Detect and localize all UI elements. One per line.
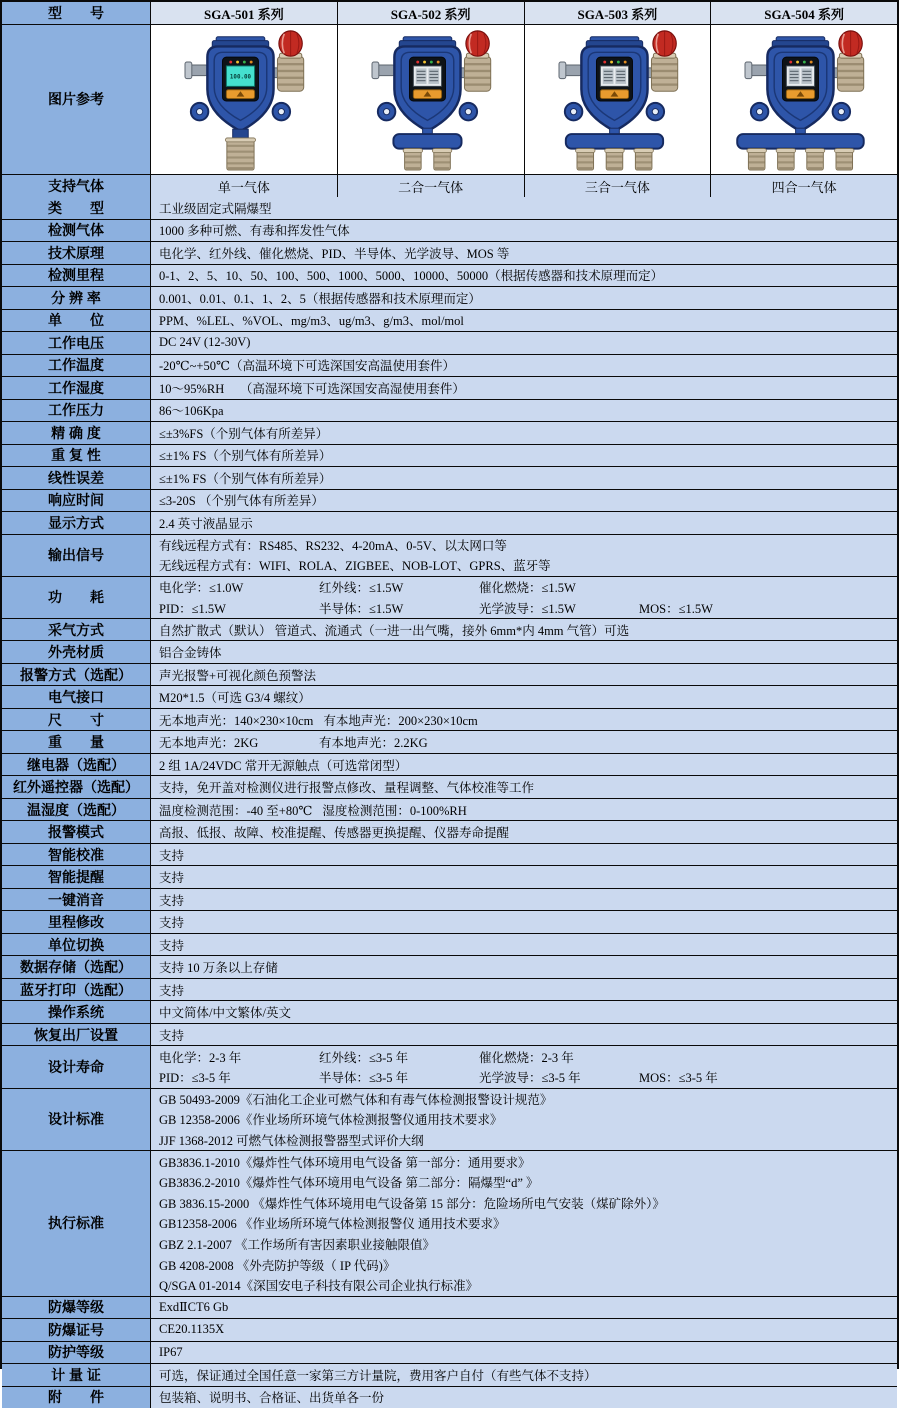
spec-value-line [159,799,897,820]
spec-row [2,376,897,399]
spec-row [2,1000,897,1023]
spec-value-segment: ≤±1% FS（个别气体有所差异） [159,446,331,464]
spec-row [2,511,897,534]
spec-label: 操作系统 [2,1001,151,1023]
spec-value-line [159,422,897,443]
spec-label: 检测里程 [2,265,151,287]
spec-value-segment: -20℃~+50℃（高温环境下可选深国安高温使用套件） [159,356,455,374]
spec-value-segment: IP67 [159,1345,183,1360]
spec-label: 一键消音 [2,889,151,911]
spec-value-line [159,355,897,376]
spec-row [2,1088,897,1151]
spec-value-line [159,709,897,730]
model-column-header: SGA-504 系列 [710,2,897,24]
spec-value [151,1319,897,1341]
spec-value-segment: 催化燃烧：≤1.5W [479,578,576,596]
spec-row [2,730,897,753]
spec-value-line [159,1024,897,1045]
spec-label: 响应时间 [2,490,151,512]
spec-value-segment: 86～106Kpa [159,401,224,419]
spec-value [151,1297,897,1319]
spec-value-segment: Q/SGA 01-2014《深国安电子科技有限公司企业执行标准》 [159,1276,478,1294]
spec-label: 显示方式 [2,512,151,534]
spec-label: 单位切换 [2,934,151,956]
spec-label: 类 型 [2,197,151,219]
spec-label: 数据存储（选配） [2,956,151,978]
spec-value-segment: 2 组 1A/24VDC 常开无源触点（可选常闭型） [159,756,407,774]
spec-row [2,640,897,663]
spec-value-line [159,1151,897,1172]
spec-value-segment: 支持 [159,891,184,909]
spec-value-segment: 电化学：2-3 年 [159,1048,309,1066]
spec-value-line [159,1046,897,1067]
spec-value-segment: GB 3836.15-2000 《爆炸性气体环境用电气设备第 15 部分：危险场所电气安装（煤矿除外）》 [159,1194,665,1212]
image-row-label: 图片参考 [2,25,151,174]
spec-value-line [159,889,897,910]
spec-row [2,489,897,512]
spec-value [151,577,897,618]
spec-row [2,241,897,264]
spec-label: 防爆等级 [2,1297,151,1319]
spec-label: 继电器（选配） [2,754,151,776]
spec-row [2,775,897,798]
spec-value-line [159,220,897,241]
spec-row [2,820,897,843]
spec-row [2,618,897,641]
spec-value-segment: 有本地声光：2.2KG [319,733,428,751]
spec-label: 执行标准 [2,1151,151,1295]
spec-value [151,310,897,332]
spec-row [2,843,897,866]
spec-value [151,287,897,309]
spec-label: 工作压力 [2,400,151,422]
spec-value-line [159,912,897,933]
spec-value-segment: 无线远程方式有：WIFI、ROLA、ZIGBEE、NOB-LOT、GPRS、蓝牙等 [159,556,551,574]
spec-value-segment: 无本地声光：2KG [159,733,309,751]
spec-row [2,663,897,686]
spec-value-segment: ExdⅡCT6 Gb [159,1299,228,1315]
image-reference-row [2,24,897,174]
spec-value-line [159,642,897,663]
spec-value-line [159,265,897,286]
spec-value [151,889,897,911]
spec-label: 线性误差 [2,467,151,489]
spec-row [2,978,897,1001]
spec-value-segment: MOS：≤1.5W [639,599,713,617]
spec-row [2,576,897,618]
spec-value-segment: CE20.1135X [159,1322,224,1337]
model-column-header: SGA-503 系列 [524,2,711,24]
device-image-cell [337,25,524,174]
spec-label: 功 耗 [2,577,151,618]
spec-row [2,685,897,708]
device-illustration-1 [152,27,336,172]
spec-label: 工作温度 [2,355,151,377]
spec-value [151,242,897,264]
spec-value [151,1387,897,1408]
spec-value-line [159,1193,897,1214]
spec-value-segment: 支持 [159,913,184,931]
spec-value-segment: 半导体：≤1.5W [319,599,469,617]
spec-value [151,490,897,512]
spec-label: 检测气体 [2,220,151,242]
spec-value-line [159,957,897,978]
spec-value [151,934,897,956]
spec-value-line [159,979,897,1000]
spec-value [151,956,897,978]
spec-label: 智能提醒 [2,866,151,888]
spec-value-line [159,934,897,955]
spec-value [151,754,897,776]
spec-row [2,421,897,444]
device-screen-reading: 100.00 [230,75,252,81]
spec-value-segment: DC 24V (12-30V) [159,335,250,350]
spec-label: 分 辨 率 [2,287,151,309]
spec-value-segment: GB12358-2006 《作业场所环境气体检测报警仪 通用技术要求》 [159,1214,506,1232]
spec-value-segment: 温度检测范围：-40 至+80℃ [159,801,312,819]
spec-value-line [159,619,897,640]
spec-row [2,888,897,911]
spec-value-segment: 支持，免开盖对检测仪进行报警点修改、量程调整、气体校准等工作 [159,778,534,796]
spec-row [2,910,897,933]
spec-value-line [159,1130,897,1151]
spec-value-line [159,1172,897,1193]
spec-value-segment: 电化学、红外线、催化燃烧、PID、半导体、光学波导、MOS 等 [159,244,509,262]
spec-label: 设计标准 [2,1089,151,1151]
spec-value-line [159,822,897,843]
device-image-cell [710,25,897,174]
spec-value-segment: ≤3-20S （个别气体有所差异） [159,491,324,509]
spec-row [2,354,897,377]
spec-value [151,512,897,534]
spec-row [2,955,897,978]
spec-value-segment: JJF 1368-2012 可燃气体检测报警器型式评价大纲 [159,1131,424,1149]
spec-label: 报警方式（选配） [2,664,151,686]
spec-value-line [159,287,897,308]
spec-value-segment: GB3836.1-2010《爆炸性气体环境用电气设备 第一部分：通用要求》 [159,1153,531,1171]
spec-row [2,1150,897,1295]
spec-value-line [159,1089,897,1110]
spec-value-segment: MOS：≤3-5 年 [639,1068,718,1086]
spec-value-segment: PID：≤1.5W [159,599,309,617]
spec-value-line [159,1319,897,1340]
spec-value [151,1089,897,1151]
spec-value-segment: PID：≤3-5 年 [159,1068,309,1086]
spec-value-line [159,1275,897,1296]
spec-label: 外壳材质 [2,641,151,663]
spec-label: 设计寿命 [2,1046,151,1087]
spec-value-segment: 支持 [159,868,184,886]
spec-label: 输出信号 [2,535,151,576]
spec-value-segment: 电化学：≤1.0W [159,578,309,596]
spec-row [2,444,897,467]
spec-row [2,1045,897,1087]
spec-value [151,664,897,686]
spec-row [2,399,897,422]
spec-value [151,1151,897,1295]
spec-label: 报警模式 [2,821,151,843]
spec-value-line [159,1342,897,1363]
spec-value-line [159,597,897,618]
model-column-header: SGA-501 系列 [151,2,337,24]
spec-value [151,197,897,219]
spec-value [151,467,897,489]
spec-row [2,286,897,309]
spec-row [2,708,897,731]
spec-row [2,1296,897,1319]
spec-value [151,332,897,354]
spec-row [2,219,897,242]
gas-value-cells [151,175,897,197]
spec-value-line [159,1002,897,1023]
spec-value-line [159,1387,897,1408]
spec-value-segment: 红外线：≤1.5W [319,578,469,596]
spec-value-segment: 支持 [159,981,184,999]
spec-value [151,265,897,287]
model-name-cells [151,2,897,24]
spec-label: 尺 寸 [2,709,151,731]
spec-value-segment: 自然扩散式（默认） 管道式、流通式（一进一出气嘴，接外 6mm*内 4mm 气管）可选 [159,621,629,639]
model-column-header: SGA-502 系列 [337,2,524,24]
spec-value [151,1001,897,1023]
spec-row [2,1363,897,1386]
spec-value-line [159,754,897,775]
spec-value [151,1364,897,1386]
spec-value [151,1024,897,1046]
model-image-cells [151,25,897,174]
spec-value [151,422,897,444]
spec-value-line [159,844,897,865]
spec-value-line [159,445,897,466]
model-header-row [2,2,897,24]
spec-value-line [159,512,897,533]
spec-value-segment: M20*1.5（可选 G3/4 螺纹） [159,688,311,706]
spec-value [151,866,897,888]
spec-value-segment: GB 4208-2008 《外壳防护等级（ IP 代码)》 [159,1256,395,1274]
supported-gas-value: 三合一气体 [524,175,711,197]
spec-value-line [159,664,897,685]
spec-value [151,731,897,753]
spec-value-line [159,555,897,576]
spec-value-segment: 可选，保证通过全国任意一家第三方计量院，费用客户自付（有些气体不支持） [159,1366,597,1384]
device-illustration-2 [339,27,523,172]
spec-row [2,264,897,287]
spec-value-segment: GB 50493-2009《石油化工企业可燃气体和有毒气体检测报警设计规范》 [159,1090,552,1108]
spec-value-line [159,732,897,753]
spec-label: 红外遥控器（选配） [2,776,151,798]
spec-value-line [159,535,897,556]
spec-value [151,641,897,663]
spec-row [2,309,897,332]
spec-row [2,798,897,821]
spec-label: 电气接口 [2,686,151,708]
spec-value-segment: 支持 [159,1026,184,1044]
supported-gas-value: 四合一气体 [710,175,897,197]
spec-value-line [159,1213,897,1234]
spec-label: 重 复 性 [2,445,151,467]
spec-value-segment: 支持 10 万条以上存储 [159,958,278,976]
spec-label: 智能校准 [2,844,151,866]
spec-label: 恢复出厂设置 [2,1024,151,1046]
spec-value-line [159,467,897,488]
spec-value-segment: GB3836.2-2010《爆炸性气体环境用电气设备 第二部分：隔爆型“d” 》 [159,1173,539,1191]
spec-value-line [159,1067,897,1088]
spec-label: 防护等级 [2,1342,151,1364]
device-image-cell [151,25,337,174]
spec-value [151,911,897,933]
gas-row-label: 支持气体 [2,175,151,197]
device-image-cell [524,25,711,174]
spec-value-line [159,687,897,708]
spec-value [151,844,897,866]
spec-value-segment: 1000 多种可燃、有毒和挥发性气体 [159,221,350,239]
spec-value-segment: 工业级固定式隔爆型 [159,199,272,217]
spec-value-line [159,490,897,511]
spec-value-segment: 无本地声光：140×230×10cm [159,711,313,729]
spec-value-segment: 有本地声光：200×230×10cm [323,711,477,729]
spec-value-line [159,332,897,353]
spec-value [151,355,897,377]
spec-label: 采气方式 [2,619,151,641]
spec-label: 工作湿度 [2,377,151,399]
spec-value-line [159,777,897,798]
spec-value [151,400,897,422]
spec-value [151,619,897,641]
spec-row [2,466,897,489]
spec-value-segment: 铝合金铸体 [159,643,222,661]
device-illustration-3 [526,27,710,172]
spec-value-segment: 2.4 英寸液晶显示 [159,514,253,532]
spec-value-line [159,400,897,421]
spec-value [151,979,897,1001]
spec-label: 单 位 [2,310,151,332]
spec-row [2,933,897,956]
spec-value-segment: 红外线：≤3-5 年 [319,1048,469,1066]
device-illustration-4 [712,27,896,172]
spec-value-segment: 半导体：≤3-5 年 [319,1068,469,1086]
spec-row [2,1341,897,1364]
spec-value-line [159,867,897,888]
spec-value-segment: 支持 [159,936,184,954]
spec-value-segment: 有线远程方式有：RS485、RS232、4-20mA、0-5V、以太网口等 [159,536,507,554]
spec-value [151,1046,897,1087]
spec-row [2,865,897,888]
spec-label: 重 量 [2,731,151,753]
spec-value-segment: 支持 [159,846,184,864]
spec-value [151,821,897,843]
spec-value [151,445,897,467]
spec-value [151,1342,897,1364]
spec-row [2,331,897,354]
spec-value [151,799,897,821]
spec-value-line [159,1297,897,1318]
spec-value-segment: 光学波导：≤1.5W [479,599,629,617]
spec-value-segment: 中文简体/中文繁体/英文 [159,1003,291,1021]
spec-label: 附 件 [2,1387,151,1408]
spec-value [151,377,897,399]
header-row-label: 型 号 [2,2,151,24]
spec-value-line [159,377,897,398]
spec-label: 蓝牙打印（选配） [2,979,151,1001]
spec-value-line [159,1254,897,1275]
spec-row [2,753,897,776]
spec-value-segment: ≤±1% FS（个别气体有所差异） [159,469,331,487]
spec-value-segment: 0.001、0.01、0.1、1、2、5（根据传感器和技术原理而定） [159,289,481,307]
spec-rows-container [2,197,897,1408]
spec-value-segment: PPM、%LEL、%VOL、mg/m3、ug/m3、g/m3、mol/mol [159,311,464,329]
spec-label: 计 量 证 [2,1364,151,1386]
spec-value-line [159,242,897,263]
spec-value-segment: GBZ 2.1-2007 《工作场所有害因素职业接触限值》 [159,1235,435,1253]
spec-row [2,197,897,219]
spec-value-line [159,577,897,598]
spec-label: 技术原理 [2,242,151,264]
spec-value [151,776,897,798]
spec-value [151,709,897,731]
spec-label: 里程修改 [2,911,151,933]
spec-label: 温湿度（选配） [2,799,151,821]
spec-row [2,534,897,576]
spec-value [151,535,897,576]
spec-row [2,1386,897,1408]
spec-value-line [159,1364,897,1385]
spec-value-segment: 高报、低报、故障、校准提醒、传感器更换提醒、仪器寿命提醒 [159,823,509,841]
spec-value-segment: 0-1、2、5、10、50、100、500、1000、5000、10000、50000（根据传感器和技术原理而定） [159,266,663,284]
spec-label: 防爆证号 [2,1319,151,1341]
supported-gas-value: 二合一气体 [337,175,524,197]
spec-value-segment: 声光报警+可视化颜色预警法 [159,666,316,684]
spec-value-line [159,1234,897,1255]
spec-value-segment: 10～95%RH （高湿环境下可选深国安高湿使用套件） [159,379,465,397]
spec-label: 精 确 度 [2,422,151,444]
spec-value-segment: ≤±3%FS（个别气体有所差异） [159,424,328,442]
spec-value [151,220,897,242]
spec-value [151,686,897,708]
spec-value-segment: 光学波导：≤3-5 年 [479,1068,629,1086]
spec-value-line [159,1109,897,1130]
spec-value-segment: 湿度检测范围：0-100%RH [322,801,466,819]
spec-value-segment: 包装箱、说明书、合格证、出货单各一份 [159,1388,384,1406]
spec-value-segment: GB 12358-2006《作业场所环境气体检测报警仪通用技术要求》 [159,1110,502,1128]
spec-value-line [159,310,897,331]
spec-label: 工作电压 [2,332,151,354]
spec-value-segment: 催化燃烧：2-3 年 [479,1048,574,1066]
spec-row [2,1023,897,1046]
supported-gas-row [2,174,897,197]
spec-value-line [159,197,897,218]
spec-row [2,1318,897,1341]
supported-gas-value: 单一气体 [151,175,337,197]
